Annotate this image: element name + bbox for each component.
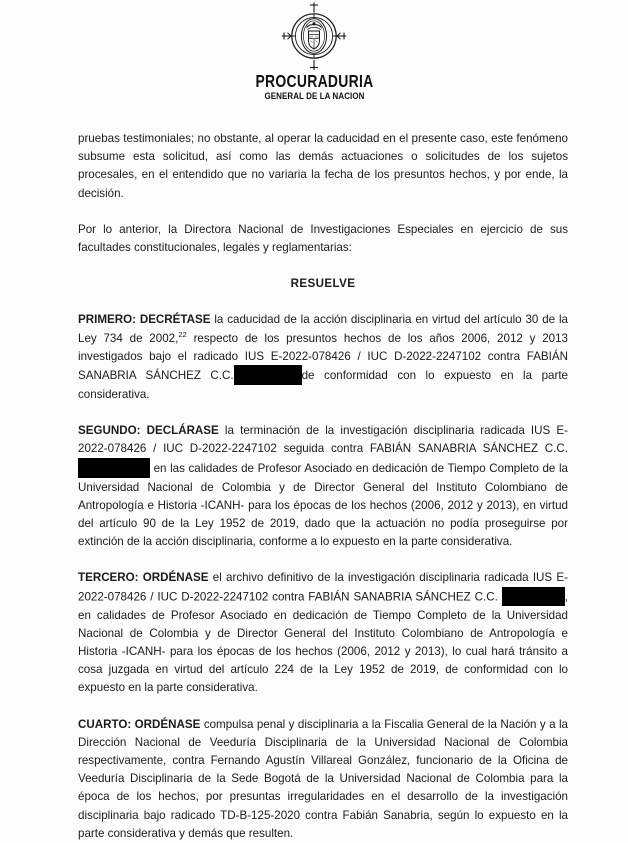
cuarto-text-part1: compulsa penal y disciplinaria a la Fiscalia General de la Nación y a la Dirección Nacional de Veeduría Disciplinaria de la Universidad Nacional de Colombia respectivamente, contra Fernando Agustín Villareal González, funcionario de la Oficina de Veeduría Disciplinaria de la Sede Bogotá de la Universidad Nacional de Colombia para la época de los hechos, por presuntas irregularidades en el desarrollo de la investigación disciplinaria bajo radicado TD-B-125-2020 contra Fabián Sanabria, según lo expuesto en la parte considerativa y demás que resulten. xyxy=(78,717,569,840)
letterhead xyxy=(0,0,628,118)
primero-text-part1: la caducidad de la acción disciplinaria en virtud del artículo 30 de la Ley 734 de 2002, xyxy=(78,313,568,345)
segundo-label: SEGUNDO: DECLÁRASE xyxy=(78,424,219,438)
paragraph-tercero xyxy=(78,569,568,697)
primero-text-part3: de conformidad con lo expuesto en la parte considerativa. xyxy=(78,369,568,402)
primero-text-part2: respecto de los presuntos hechos de los años 2006, 2012 y 2013 investigados bajo el radicado IUS E-2022-078426 / IUC D-2022-2247102 contra FABIÁN SANABRIA SÁNCHEZ C.C. xyxy=(78,331,569,383)
segundo-text-part2: en las calidades de Profesor Asociado en dedicación de Tiempo Completo de la Universidad Nacional de Colombia y de Director General del Instituto Colombiano de Antropología e Historia -ICANH- para los épocas de los hechos (2006, 2012 y 2013), en virtud del artículo 90 de la Ley 1952 de 2019, dado que la actuación no podía proseguirse por extinción de la acción disciplinaria, conforme a lo expuesto en la parte considerativa. xyxy=(78,461,568,549)
paragraph-segundo xyxy=(78,422,568,551)
tercero-text-part1: el archivo definitivo de la investigación disciplinaria radicada IUS E-2022-078426 / IUC D-2022-2247102 contra FABIÁN SANABRIA SÁNCHEZ C.C. xyxy=(78,571,568,604)
primero-label: PRIMERO: DECRÉTASE xyxy=(78,313,211,327)
footnote-marker-22: 22 xyxy=(178,329,187,339)
paragraph-authority: Por lo anterior, la Directora Nacional de Investigaciones Especiales en ejercicio de sus facultades constitucionales, legales y reglamentarias: xyxy=(78,222,568,255)
paragraph-intro: pruebas testimoniales; no obstante, al operar la caducidad en el presente caso, este fenómeno subsume esta solicitud, así como las demás actuaciones o solicitudes de los sujetos procesales, en el entendido que no variaria la fecha de los presuntos hechos, y por ende, la decisión. xyxy=(78,132,568,200)
wordmark-primary: PROCURADURIA xyxy=(254,71,374,92)
redacted-id-number xyxy=(234,365,302,385)
redacted-id-number xyxy=(78,458,150,478)
tercero-label: TERCERO: ORDÉNASE xyxy=(78,571,209,585)
paragraph-primero xyxy=(78,311,568,404)
cuarto-label: CUARTO: ORDÉNASE xyxy=(78,717,201,731)
paragraph-cuarto xyxy=(78,716,568,843)
procuraduria-seal-icon xyxy=(281,2,347,72)
wordmark-secondary: GENERAL DE LA NACION xyxy=(263,89,365,102)
procuraduria-wordmark xyxy=(251,71,378,102)
tercero-text-part2: , en calidades de Profesor Asociado en dedicación de Tiempo Completo de la Universidad Nacional de Colombia y de Director General del Instituto Colombiano de Antropología e Historia -ICANH- para los épocas de los hechos (2006, 2012 y 2013), lo cual hará tránsito a cosa juzgada en virtud del artículo 224 de la Ley 1952 de 2019, de conformidad con lo expuesto en la parte considerativa. xyxy=(78,590,568,695)
document-body xyxy=(78,130,568,843)
redacted-id-number xyxy=(502,587,565,606)
segundo-text-part1: la terminación de la investigación disciplinaria radicada IUS E-2022-078426 / IUC D-2022-2247102 seguida contra FABIÁN SANABRIA SÁNCHEZ C.C. xyxy=(78,424,568,456)
resolution-heading: RESUELVE xyxy=(290,277,356,291)
